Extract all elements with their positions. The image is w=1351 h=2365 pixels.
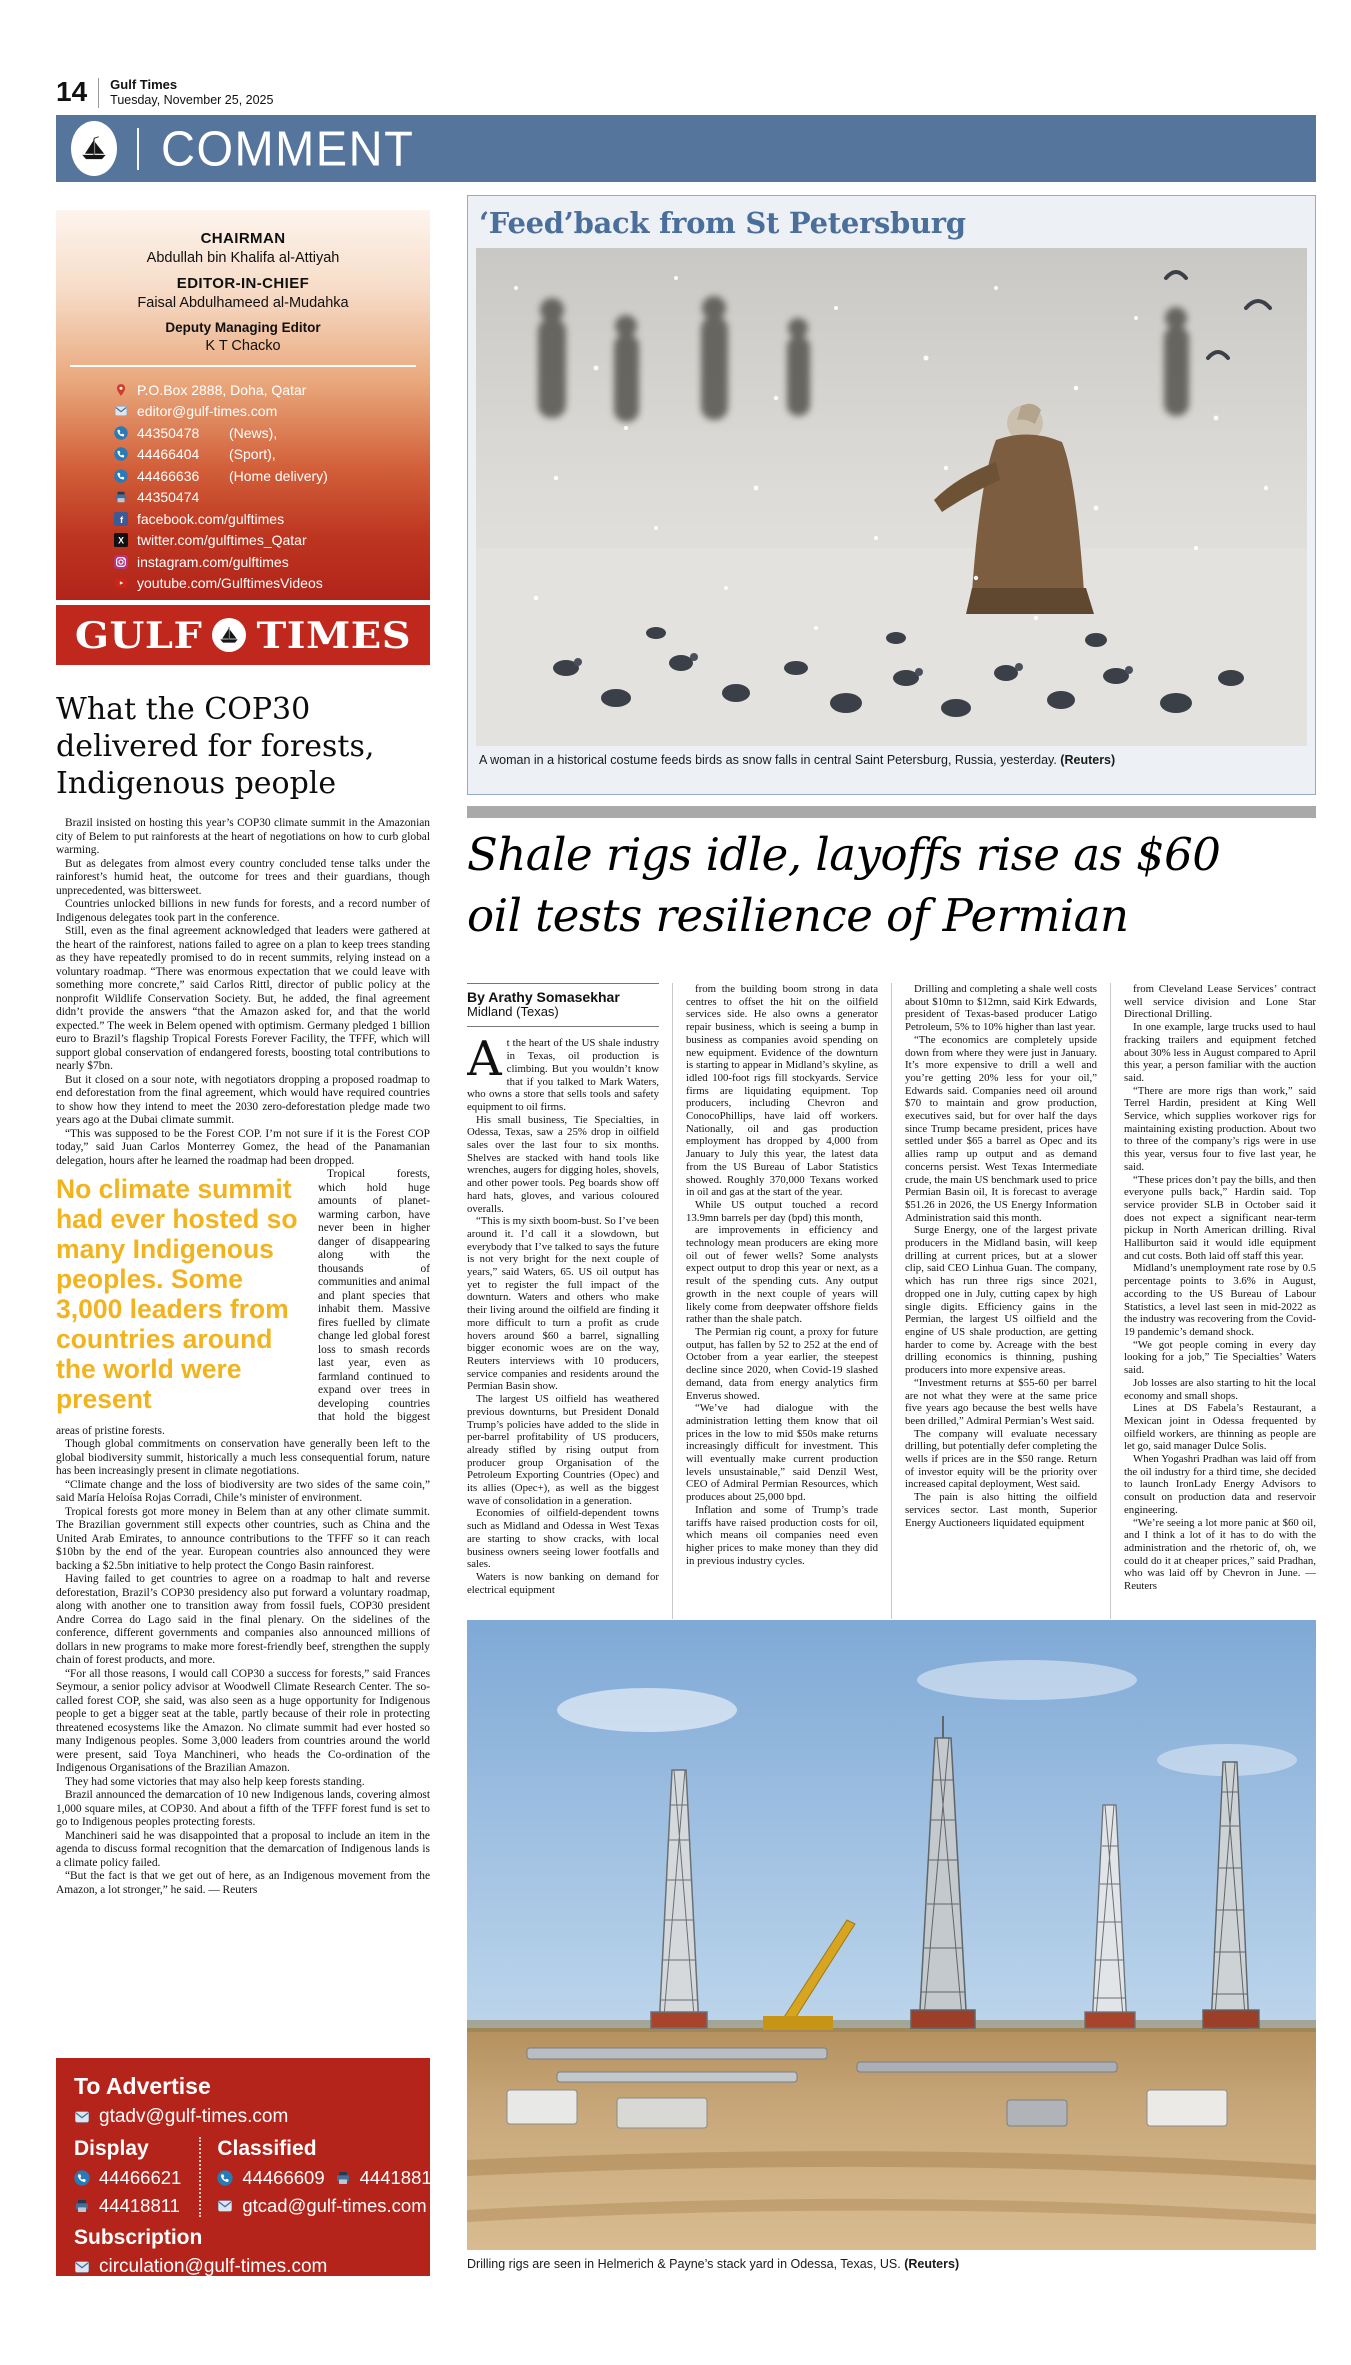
youtube-icon (114, 576, 128, 590)
editor-label: EDITOR-IN-CHIEF (176, 275, 310, 292)
phone-news-label: (News), (229, 424, 278, 441)
article-paragraph: They had some victories that may also help keep forests standing. (65, 1775, 365, 1788)
article-paragraph: “We’ve had dialogue with the administration letting them know that oil prices in the low to mid $50s make returns increasingly difficult for investment. This will eventually make current production levels unsustainable,” said Denzil West, CEO of Admiral Permian Resources, which produces about 25,000 bpd. (686, 1402, 878, 1504)
advertise-email[interactable]: gtadv@gulf-times.com (99, 2106, 289, 2127)
phone-icon (114, 447, 128, 461)
article-paragraph: The company will evaluate necessary drilling, but potentially defer completing the wells if prices are in the $50 range. Return of investor equity will be the priority over increased capital deployment, West said. (905, 1427, 1097, 1491)
masthead-rule (70, 365, 416, 367)
address-row (114, 379, 430, 401)
article-paragraph: “These prices don’t pay the bills, and then everyone pulls back,” Hardin said. Top service provider SLB in October said it does not expect a significant near-term pickup in North American drilling. Rival Halliburton said it would idle equipment and cut costs. Both laid off staff this year. (1124, 1173, 1316, 1262)
classified-label: Classified (217, 2137, 317, 2160)
article-paragraph: from Cleveland Lease Services’ contract well service division and Lone Star Directional Drilling. (1124, 983, 1316, 1021)
instagram-row[interactable] (114, 551, 430, 573)
article-paragraph: Still, even as the final agreement acknowledged that leaders were gathered at the heart of the rainforest, nations failed to agree on a plan to keep trees standing as they have repeatedly promised to do in recent summits, relying instead on a voluntary roadmap. “There was enormous expectation that we could leave with something more concrete,” said Carlos Rittl, director of public policy at the nonprofit Wildlife Conservation Society. But, he added, the final agreement didn’t provide the answers “that the Amazon asked for, and that the world expected.” The week in Belem opened with optimism. Germany pledged 1 billion euro to Brazil’s flagship Tropical Forests Forever Facility, the TFFF, which will support global conservation of endangered forests, boosting total contributions to nearly $7bn. (56, 925, 430, 1072)
article-paragraph: Job losses are also starting to hit the local economy and small shops. (1124, 1376, 1316, 1402)
classified-email[interactable]: gtcad@gulf-times.com (242, 2195, 427, 2216)
article-paragraph: “Investment returns at $55-60 per barrel are not what they were at the same price five years ago because the best wells have been drilled,” Admiral Permian’s West said. (905, 1376, 1097, 1427)
subscription-label: Subscription (74, 2226, 203, 2249)
logo-word-gulf: GULF (74, 613, 203, 657)
chairman-name: Abdullah bin Khalifa al-Attiyah (146, 250, 340, 266)
article-paragraph: “This was supposed to be the Forest COP. I’m not sure if it is the Forest COP today,” said Juan Carlos Monterrey Gomez, the head of the Panamanian delegation, hours after he learned the roadmap had been dropped. (56, 1127, 430, 1167)
instagram-icon (114, 555, 128, 569)
article-paragraph: “The economics are completely upside down from where they were just in January. It’s more expensive to drill a well and you’re getting 20% less for your oil,” Edwards said. Companies need oil around $70 to maintain and grow production, executives said, but for over half the days since Trump became president, prices have settled under $65 a barrel as Opec and its allies ramp up output and as demand concerns persist. West Texas Intermediate crude, the main US benchmark used to price Permian Basin oil, It is forecast to average $51.26 in 2026, the US Energy Information Administration said this month. (905, 1033, 1097, 1224)
article-paragraph: Tropical forests got more money in Belem than at any other climate summit. The Brazilian government still expects other countries, such as China and the United Arab Emirates, to announce contributions to the TFFF so it can reach $10bn by the end of the year. European countries also announced they were backing a $2.5bn initiative to help protect the Congo Basin rainforest. (56, 1505, 430, 1572)
column-4 (1110, 983, 1316, 1619)
left-column (56, 210, 441, 2311)
right-column (467, 195, 1316, 2365)
article-paragraph: Though global commitments on conservation have generally been left to the global biodiversity summit, historically a much less consequential forum, nature has been increasingly present in climate negotiations. (56, 1438, 430, 1477)
envelope-icon (74, 2109, 90, 2125)
email-row[interactable] (114, 401, 430, 423)
fax-printer-icon (335, 2170, 351, 2186)
cop30-headline (56, 691, 430, 802)
subscription-email[interactable]: circulation@gulf-times.com (99, 2256, 328, 2277)
phone-icon (114, 469, 128, 483)
article-paragraph: “But the fact is that we get out of here, as an Indigenous movement from the Amazon, a lot stronger,” he said. — Reuters (56, 1870, 430, 1896)
twitter-url[interactable]: twitter.com/gulftimes_Qatar (137, 532, 307, 549)
youtube-url[interactable]: youtube.com/GulftimesVideos (137, 575, 323, 592)
article-paragraph: Midland’s unemployment rate rose by 0.5 percentage points to 3.6% in August, according to the US Bureau of Labour Statistics, a level last seen in mid-2022 as the industry was recovering from the Covid-19 pandemic’s demand shock. (1124, 1262, 1316, 1338)
fax-number: 44350474 (137, 489, 200, 506)
copyright-text: © 2025 Gulf Times. All rights reserved (74, 2291, 368, 2311)
column-1-paragraphs (467, 1114, 659, 1597)
envelope-icon (74, 2259, 90, 2275)
editor-name: Faisal Abdulhameed al-Mudahka (137, 295, 349, 311)
classified-phone: 44466609 (242, 2167, 325, 2188)
phone-sport-row (114, 444, 430, 466)
classified-column (199, 2137, 440, 2217)
article-paragraph: “We got people coming in every day looking for a job,” Tie Specialties’ Waters said. (1124, 1338, 1316, 1377)
headline-line: delivered for forests, (56, 729, 375, 764)
article-paragraph: But as delegates from almost every country concluded tense talks under the rainforest’s humid heat, the outcome for trees and their guardians, though unprecedented, was bittersweet. (56, 857, 430, 897)
byline-author: By Arathy Somasekhar (467, 989, 620, 1005)
column-2-paragraphs (686, 983, 878, 1567)
location-pin-icon (114, 383, 128, 397)
article-paragraph: The pain is also hitting the oilfield services sector. Last month, Superior Energy Auctioneers liquidated equipment (905, 1491, 1097, 1529)
article-paragraph: While US output touched a record 13.9mn barrels per day (bpd) this month, (686, 1198, 878, 1224)
article-paragraph: “Climate change and the loss of biodiversity are two sides of the same coin,” said María Heloísa Rojas Corradi, Chile’s minister of environment. (56, 1478, 430, 1504)
facebook-row[interactable] (114, 508, 430, 530)
address-text: P.O.Box 2888, Doha, Qatar (137, 381, 307, 398)
article-paragraph: Surge Energy, one of the largest private producers in the Midland basin, will keep drilling at current prices, but at a slower clip, said CEO Linhua Guan. The company, which has run three rigs since 2021, dropped one in July, cutting capex by high single digits. Efficiency gains in the Permian, the largest US oilfield and the engine of US shale production, are getting harder to come by. Acreage with the best drilling economics is thinning, pushing producers into more expensive areas. (905, 1224, 1097, 1377)
column-1 (467, 983, 659, 1619)
article-paragraph: Having failed to get countries to agree on a roadmap to halt and reverse deforestation, Brazil’s COP30 presidency also put forward a voluntary roadmap, along with another one to transition away from fossil fuels, COP30 president Andre Correa do Lago said in the final plenary. On the sidelines of the conference, different governments and companies also announced millions of dollars in new programs to make more forest-friendly beef, strengthen the supply chain of forest products, and more. (56, 1573, 430, 1666)
phone-news-number: 44350478 (137, 424, 200, 441)
envelope-icon (114, 404, 128, 418)
phone-home-row (114, 465, 430, 487)
section-banner (56, 115, 1316, 182)
dhow-logo-icon (212, 618, 246, 652)
caption-source: (Reuters) (904, 2257, 960, 2271)
advertise-box (56, 2058, 441, 2311)
classified-email-row[interactable] (217, 2195, 440, 2217)
header-divider (98, 78, 99, 108)
byline-block (467, 983, 659, 1027)
gulf-times-logo (56, 605, 430, 665)
feedback-photo-box (467, 195, 1316, 795)
article-paragraph: When Yogashri Pradhan was laid off from the oil industry for a third time, she decided to launch IronLady Energy Advisors to consult on production data and reservoir engineering. (1124, 1453, 1316, 1516)
pullquote-wrap (56, 1168, 430, 1897)
caption-source: (Reuters) (1060, 753, 1116, 767)
lead-paragraph: At the heart of the US shale industry in Texas, oil production is climbing. But you wouldn’t know that if you talked to Mark Waters, who owns a store that sells tools and safety equipment to oil firms. (467, 1031, 659, 1113)
feedback-caption: A woman in a historical costume feeds birds as snow falls in central Saint Petersburg, Russia, yesterday. (Reuters) (479, 753, 1116, 767)
cop30-paragraphs-before (56, 817, 430, 1168)
twitter-row[interactable] (114, 530, 430, 552)
chairman-label: CHAIRMAN (200, 230, 286, 247)
headline-line: oil tests resilience of Permian (467, 889, 1129, 942)
pull-quote: No climate summit had ever hosted so many Indigenous peoples. Some 3,000 leaders from countries around the world were present (56, 1174, 298, 1414)
section-divider-bar (467, 806, 1316, 818)
article-paragraph: The largest US oilfield has weathered previous downturns, but President Donald Trump’s policies have added to the slide in per-barrel profitability of US producers, already stifled by rising output from producer group Organisation of the Petroleum Exporting Countries (Opec) and its allies (Opec+), as well as the biggest wave of consolidation in a generation. (467, 1393, 659, 1507)
article-paragraph: Lines at DS Fabela’s Restaurant, a Mexican joint in Odessa frequented by oilfield workers, are thinning as people are let go, said manager Dulce Solis. (1124, 1402, 1316, 1453)
article-paragraph: Inflation and some of Trump’s trade tariffs have raised production costs for oil, which means oil companies need even higher prices to make money than they did in previous industry cycles. (686, 1503, 878, 1567)
cop30-article-body (56, 817, 430, 1992)
subscription-email-row[interactable] (74, 2256, 412, 2278)
article-paragraph: Manchineri said he was disappointed that a proposal to include an item in the agenda to discuss formal recognition that the demarcation of Indigenous lands is a climate policy failed. (56, 1829, 430, 1869)
feedback-title: ‘Feed’back from St Petersburg (479, 206, 966, 240)
publication-date: Tuesday, November 25, 2025 (110, 92, 274, 107)
x-twitter-icon (114, 533, 128, 547)
article-paragraph: But it closed on a sour note, with negotiators dropping a proposed roadmap to end deforestation from the final agreement, which would have required countries to show how they intend to meet the 2030 zero-deforestation pledge made two years ago at the Dubai climate summit. (56, 1073, 430, 1126)
display-fax-row (74, 2195, 181, 2217)
dhow-logo-icon (71, 121, 117, 176)
article-paragraph: “This is my sixth boom-bust. So I’ve been around it. I’d call it a slowdown, but everybody that I’ve talked to says the future is not very bright for the next couple of years,” said Waters, 65. US oil output has yet to register the full impact of the downturn. Waters and others who make their living around the oilfield are finding it more difficult to turn a profit as crude hovers around $60 a barrel, signalling bigger economic woes are on the way, Reuters interviews with 10 producers, service companies and residents around the Permian Basin show. (467, 1215, 659, 1393)
drop-cap: A (467, 1031, 502, 1088)
article-paragraph: His small business, Tie Specialties, in Odessa, Texas, saw a 25% drop in oilfield sales over the last four to six months. Shelves are stacked with hand tools like wrenches, augers for digging holes, shovels, and other power tools. Peg boards show off hard hats, gloves, and various coloured overalls. (467, 1113, 659, 1215)
article-paragraph: from the building boom strong in data centres to offset the hit on the oilfield services side. He also owns a generator repair business, which is seeing a bump in business as companies avoid spending on new equipment. Evidence of the downturn is starting to appear in Midland’s skyline, as idled 100-foot rigs fill stockyards. Service firms are liquidating equipment. Top producers, including Chevron and ConocoPhillips, have laid off workers. Nationally, oil and gas production employment has dropped by 4,000 from January to July this year, the latest data from the US Bureau of Labor Statistics showed. Roughly 370,000 Texans worked in oil and gas at the start of the year. (686, 983, 878, 1199)
column-3-paragraphs (905, 983, 1097, 1529)
svg-text:X: X (118, 535, 124, 546)
byline-location: Midland (Texas) (467, 1003, 559, 1019)
display-column (74, 2137, 181, 2217)
page-header (56, 78, 273, 108)
phone-news-row (114, 422, 430, 444)
advertise-email-row[interactable] (74, 2106, 412, 2128)
shale-article-columns (467, 983, 1316, 1619)
facebook-icon (114, 512, 128, 526)
svg-text:f: f (120, 514, 124, 525)
section-title: COMMENT (161, 120, 415, 177)
column-4-paragraphs (1124, 983, 1316, 1593)
banner-divider (137, 128, 139, 170)
deputy-editor-name: K T Chacko (205, 338, 281, 354)
display-phone: 44466621 (99, 2167, 182, 2188)
article-paragraph: “For all those reasons, I would call COP30 a success for forests,” said Frances Seymour, a senior policy advisor at Woodwell Climate Research Center. The so-called forest COP, she said, was also seen as a huge opportunity for Indigenous people to get a bigger seat at the table, partly because of their role in protecting threatened ecosystems like the Amazon. No climate summit had ever hosted so many Indigenous peoples. Some 3,000 leaders from countries around the world were present, said Toya Manchineri, who heads the Co-ordination of the Indigenous Organisations of the Brazilian Amazon. (56, 1667, 430, 1774)
phone-sport-number: 44466404 (137, 446, 200, 463)
phone-sport-label: (Sport), (229, 446, 276, 463)
phone-home-number: 44466636 (137, 467, 200, 484)
classified-fax: 44418811 (359, 2167, 441, 2188)
phone-icon (74, 2170, 90, 2186)
fax-printer-icon (74, 2198, 90, 2214)
article-paragraph: Economies of oilfield-dependent towns such as Midland and Odessa in West Texas are starting to show cracks, with local business owners seeing lower footfalls and sales. (467, 1507, 659, 1571)
display-fax: 44418811 (99, 2195, 180, 2216)
headline-line: Shale rigs idle, layoffs rise as $60 (467, 828, 1221, 881)
column-3 (891, 983, 1097, 1619)
page-number: 14 (56, 76, 88, 107)
headline-line: Indigenous people (56, 766, 337, 801)
fax-printer-icon (114, 490, 128, 504)
article-paragraph: Brazil announced the demarcation of 10 new Indigenous lands, covering almost 1,000 square miles, at COP30. And about a fifth of the TFFF forest fund is set to go to Indigenous peoples protecting forests. (56, 1789, 430, 1828)
publication-meta (110, 78, 273, 108)
article-paragraph: Waters is now banking on demand for electrical equipment (467, 1570, 659, 1596)
st-petersburg-photo (476, 248, 1307, 746)
article-paragraph: “There are more rigs than work,” said Terrel Hardin, president at King Well Service, which supplies workover rigs for maintaining existing production. About two to three of the company’s rigs were in use this year, versus four to five last year, he said. (1124, 1084, 1316, 1173)
fax-row (114, 487, 430, 509)
email-text[interactable]: editor@gulf-times.com (137, 403, 278, 420)
phone-icon (114, 426, 128, 440)
advertise-title: To Advertise (74, 2073, 211, 2099)
envelope-icon (217, 2198, 233, 2214)
article-paragraph: Drilling and completing a shale well costs about $10mn to $12mn, said Kirk Edwards, president of Texas-based producer Latigo Petroleum, 5% to 10% higher than last year. (905, 983, 1097, 1034)
advertise-columns (74, 2137, 441, 2217)
article-paragraph: Brazil insisted on hosting this year’s COP30 climate summit in the Amazonian city of Belem to put rainforests at the heart of negotiations on how to curb global warming. (56, 817, 430, 856)
deputy-editor-label: Deputy Managing Editor (165, 320, 321, 335)
headline-line: What the COP30 (56, 692, 311, 727)
article-paragraph: are improvements in efficiency and technology mean producers are eking more oil out of fewer wells? Some analysts expect output to drop this year or next, as a result of the spending cuts. Any output growth in the next couple of years will likely come from deepwater offshore fields rather than the shale patch. (686, 1224, 878, 1326)
shale-headline (467, 824, 1316, 946)
column-2 (672, 983, 878, 1619)
youtube-row[interactable] (114, 573, 430, 595)
publication-name: Gulf Times (110, 77, 178, 92)
facebook-url[interactable]: facebook.com/gulftimes (137, 510, 285, 527)
article-paragraph: In one example, large trucks used to haul fracking trailers and equipment fetched about 30% less in August compared to April this year, a person familiar with the auction said. (1124, 1021, 1316, 1084)
instagram-url[interactable]: instagram.com/gulftimes (137, 553, 289, 570)
display-label: Display (74, 2137, 149, 2160)
classified-phone-row (217, 2167, 440, 2189)
display-phone-row (74, 2167, 181, 2189)
logo-word-times: TIMES (256, 613, 412, 657)
phone-home-label: (Home delivery) (229, 467, 328, 484)
article-paragraph: The Permian rig count, a proxy for future output, has fallen by 52 to 252 at the end of October from a year earlier, the steepest decline since 2020, when Covid-19 slashed demand, data from energy analytics firm Enverus showed. (686, 1325, 878, 1402)
rig-photo-caption: Drilling rigs are seen in Helmerich & Payne’s stack yard in Odessa, Texas, US. (Reuters) (467, 2257, 960, 2271)
phone-icon (217, 2170, 233, 2186)
masthead-box (56, 210, 430, 600)
article-paragraph: “We’re seeing a lot more panic at $60 oil, and I think a lot of it has to do with the administration and the rhetoric of, oh, we could do it at cheaper prices,” said Pradhan, who was laid off by Chevron in June. — Reuters (1124, 1516, 1316, 1593)
article-paragraph: Tropical forests, which hold huge amounts of planet-warming carbon, have never been in higher danger of disappearing along with the thousands of communities and animal and plant species that inhabit them. Massive fires fuelled by climate change led global forest loss to smash records last year, even as farmland continued to expand over trees in developing countries that hold the biggest areas of pristine forests. (56, 1168, 430, 1437)
rig-yard-photo (467, 1620, 1316, 2250)
article-paragraph: Countries unlocked billions in new funds for forests, and a record number of Indigenous delegates took part in the conference. (56, 898, 430, 924)
contact-list (56, 379, 430, 594)
